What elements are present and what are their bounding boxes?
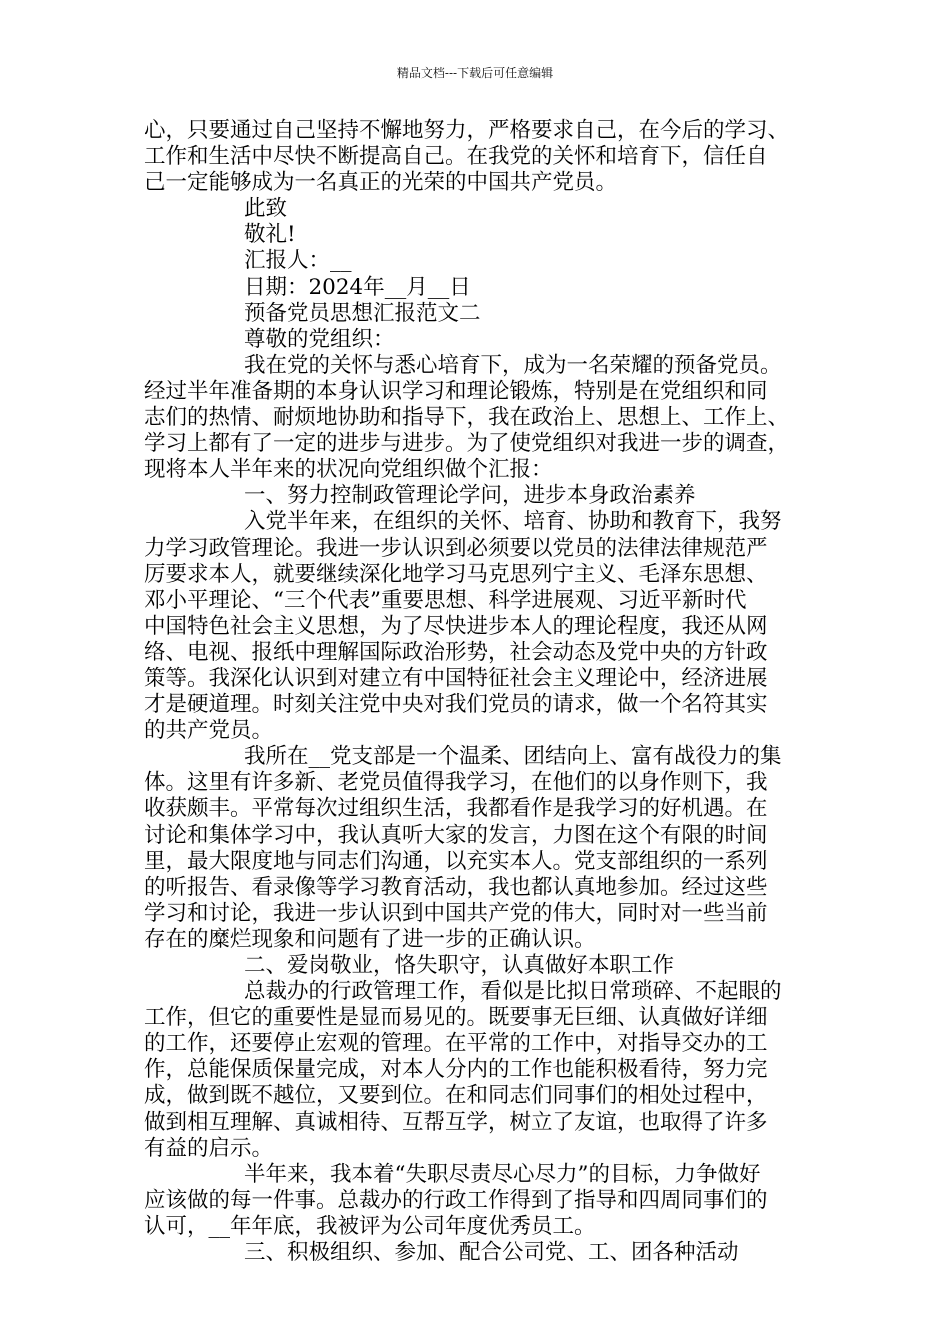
text-line: 我所在__党支部是一个温柔、团结向上、富有战役力的集 [244,744,782,770]
text-line: 应该做的每一件事。总裁办的行政工作得到了指导和四周同事们的 [144,1187,768,1213]
text-line: 邓小平理论、“三个代表”重要思想、科学进展观、习近平新时代 [144,587,747,613]
text-line: 我在党的关怀与悉心培育下，成为一名荣耀的预备党员。 [244,352,782,378]
text-line: 有益的启示。 [144,1135,274,1161]
text-line: 入党半年来，在组织的关怀、培育、协助和教育下，我努 [244,509,782,535]
text-line: 学习上都有了一定的进步与进步。为了使党组织对我进一步的调查， [144,431,790,457]
text-line: 敬礼! [244,222,296,248]
text-line: 己一定能够成为一名真正的光荣的中国共产党员。 [144,170,618,196]
text-line: 的共产党员。 [144,718,274,744]
text-line: 力学习政管理论。我进一步认识到必须要以党员的法律法律规范严 [144,535,768,561]
text-line: 尊敬的党组织： [244,326,395,352]
text-line: 经过半年准备期的本身认识学习和理论锻炼，特别是在党组织和同 [144,378,768,404]
text-line: 预备党员思想汇报范文二 [244,300,481,326]
text-line: 收获颇丰。平常每次过组织生活，我都看作是我学习的好机遇。在 [144,796,768,822]
text-line: 三、积极组织、参加、配合公司党、工、团各种活动 [244,1240,739,1266]
text-line: 策等。我深化认识到对建立有中国特征社会主义理论中，经济进展 [144,665,768,691]
text-line: 工作，但它的重要性是显而易见的。既要事无巨细、认真做好详细 [144,1005,768,1031]
text-line: 络、电视、报纸中理解国际政治形势，社会动态及党中央的方针政 [144,639,768,665]
text-line: 此致 [244,196,288,222]
text-line: 学习和讨论，我进一步认识到中国共产党的伟大，同时对一些当前 [144,900,768,926]
text-line: 半年来，我本着“失职尽责尽心尽力”的目标，力争做好 [244,1161,761,1187]
text-line: 志们的热情、耐烦地协助和指导下，我在政治上、思想上、工作上、 [144,405,790,431]
document-body [144,118,812,1266]
text-line: 汇报人：__ [244,248,352,274]
text-line: 一、努力控制政管理论学问，进步本身政治素养 [244,483,696,509]
text-line: 心，只要通过自己坚持不懈地努力，严格要求自己，在今后的学习、 [144,118,790,143]
text-line: 的工作，还要停止宏观的管理。在平常的工作中，对指导交办的工 [144,1031,768,1057]
text-line: 作，总能保质保量完成，对本人分内的工作也能积极看待，努力完 [144,1057,768,1083]
text-line: 总裁办的行政管理工作，看似是比拟日常琐碎、不起眼的 [244,979,782,1005]
text-line: 成，做到既不越位，又要到位。在和同志们同事们的相处过程中， [144,1083,768,1109]
text-line: 才是硬道理。时刻关注党中央对我们党员的请求，做一个名符其实 [144,692,768,718]
text-line: 体。这里有许多新、老党员值得我学习，在他们的以身作则下，我 [144,770,768,796]
text-line: 厉要求本人，就要继续深化地学习马克思列宁主义、毛泽东思想、 [144,561,768,587]
text-line: 日期：2024年__月__日 [244,274,471,300]
text-line: 存在的糜烂现象和问题有了进一步的正确认识。 [144,926,596,952]
page-header: 精品文档---下载后可任意编辑 [396,66,554,80]
text-line: 的听报告、看录像等学习教育活动，我也都认真地参加。经过这些 [144,874,768,900]
text-line: 认可，__年年底，我被评为公司年度优秀员工。 [144,1213,596,1239]
text-line: 现将本人半年来的状况向党组织做个汇报： [144,457,553,483]
text-line: 中国特色社会主义思想，为了尽快进步本人的理论程度，我还从网 [144,613,768,639]
text-line: 工作和生活中尽快不断提高自己。在我党的关怀和培育下，信任自 [144,144,768,170]
text-line: 二、爱岗敬业，恪失职守，认真做好本职工作 [244,953,675,978]
text-line: 里，最大限度地与同志们沟通，以充实本人。党支部组织的一系列 [144,848,768,874]
text-line: 做到相互理解、真诚相待、互帮互学，树立了友谊，也取得了许多 [144,1109,768,1135]
text-line: 讨论和集体学习中，我认真听大家的发言，力图在这个有限的时间 [144,822,768,848]
